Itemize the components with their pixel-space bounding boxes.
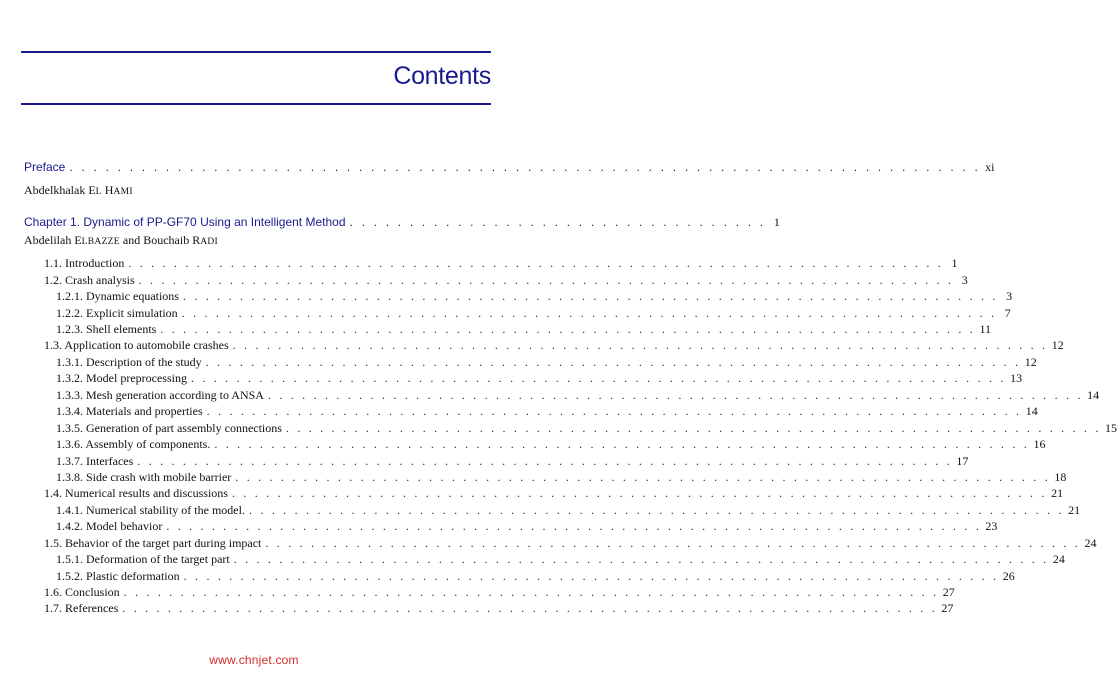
- dot-leader: . . . . . . . . . . . . . . . . . . . . . . . . . . . . . . . . . . . . . . . . . . . . . . . . . . . . . . . . . . . . . . . . . . . . . . . .: [160, 322, 976, 336]
- dot-leader: . . . . . . . . . . . . . . . . . . . . . . . . . . . . . . . . . . . . . . . . . . . . . . . . . . . . . . . . . . . . . . . . . . . . . . . .: [122, 601, 938, 615]
- dot-leader: . . . . . . . . . . . . . . . . . . . . . . . . . . . . . . . . . . . . . . . . . . . . . . . . . . . . . . . . . . . . . . . . . . . . . . . .: [231, 486, 1048, 500]
- toc-label: 1.3.3. Mesh generation according to ANSA: [56, 388, 264, 402]
- toc-page-number: 1: [773, 215, 780, 229]
- toc-page-number: 12: [1051, 338, 1064, 352]
- page-title: Contents: [393, 62, 491, 90]
- toc-label: Preface: [24, 160, 66, 174]
- toc-page-number: 24: [1084, 536, 1097, 550]
- dot-leader: . . . . . . . . . . . . . . . . . . . . . . . . . . . . . . . . . . . . . . . . . . . . . . . . . . . . . . . . . . . . . . . . . . . . . . . .: [205, 355, 1021, 369]
- toc-entry[interactable]: [56, 569, 1015, 583]
- toc-entry[interactable]: [44, 256, 958, 270]
- toc-label: 1.6. Conclusion: [44, 585, 120, 599]
- toc-label: 1.4. Numerical results and discussions: [44, 486, 228, 500]
- toc-label: 1.2.1. Dynamic equations: [56, 289, 179, 303]
- toc-label: 1.3. Application to automobile crashes: [44, 338, 229, 352]
- toc-entry[interactable]: [56, 503, 1081, 517]
- chapter-1-authors: Abdelilah ELBAZZE and Bouchaib RADI: [24, 233, 219, 247]
- toc-page-number: 3: [961, 273, 968, 287]
- toc-entry[interactable]: [44, 273, 968, 287]
- dot-leader: . . . . . . . . . . . . . . . . . . . . . . . . . . . . . . . . . . .: [349, 215, 766, 229]
- toc-entry[interactable]: [44, 601, 954, 615]
- toc-page-number: 7: [1004, 306, 1011, 320]
- toc-label: 1.3.6. Assembly of components.: [56, 437, 211, 451]
- toc-label: 1.5.1. Deformation of the target part: [56, 552, 230, 566]
- toc-page-number: 18: [1054, 470, 1067, 484]
- toc-label: Chapter 1. Dynamic of PP-GF70 Using an Intelligent Method: [24, 215, 346, 229]
- toc-label: 1.4.1. Numerical stability of the model.: [56, 503, 245, 517]
- dot-leader: . . . . . . . . . . . . . . . . . . . . . . . . . . . . . . . . . . . . . . . . . . . . . . . . . . . . . . . . . . . . . . . . . . . . . . . .: [285, 421, 1102, 435]
- dot-leader: . . . . . . . . . . . . . . . . . . . . . . . . . . . . . . . . . . . . . . . . . . . . . . . . . . . . . . . . . . . . . . . . . . . . . . . .: [166, 519, 982, 533]
- toc-page-number: 1: [951, 256, 958, 270]
- toc-entry-chapter-1[interactable]: [24, 215, 780, 229]
- toc-label: 1.3.4. Materials and properties: [56, 404, 203, 418]
- dot-leader: . . . . . . . . . . . . . . . . . . . . . . . . . . . . . . . . . . . . . . . . . . . . . . . . . . . . . . . . . . . . . . . . . . . . . . . .: [265, 536, 1081, 550]
- toc-entry[interactable]: [56, 289, 1013, 303]
- dot-leader: . . . . . . . . . . . . . . . . . . . . . . . . . . . . . . . . . . . . . . . . . . . . . . . . . . . . . . . . . . . . . . . . . . . . . . . . . . . .: [69, 160, 981, 174]
- bottom-rule: [21, 103, 491, 105]
- dot-leader: . . . . . . . . . . . . . . . . . . . . . . . . . . . . . . . . . . . . . . . . . . . . . . . . . . . . . . . . . . . . . . . . . . . . . . . .: [235, 470, 1051, 484]
- dot-leader: . . . . . . . . . . . . . . . . . . . . . . . . . . . . . . . . . . . . . . . . . . . . . . . . . . . . . . . . . . . . . . . . . . . . . . . .: [138, 273, 954, 287]
- toc-entry[interactable]: [56, 437, 1046, 451]
- dot-leader: . . . . . . . . . . . . . . . . . . . . . . . . . . . . . . . . . . . . . . . . . . . . . . . . . . . . . . . . . . . . . . . . . . . . . . . .: [214, 437, 1030, 451]
- toc-page-number: 13: [1010, 371, 1023, 385]
- toc-entry[interactable]: [56, 355, 1037, 369]
- toc-entry[interactable]: [44, 486, 1064, 500]
- toc-entry-preface[interactable]: [24, 160, 995, 174]
- toc-entry[interactable]: [56, 470, 1067, 484]
- toc-page-number: 3: [1006, 289, 1013, 303]
- toc-page-number: 27: [942, 585, 955, 599]
- top-rule: [21, 51, 491, 53]
- dot-leader: . . . . . . . . . . . . . . . . . . . . . . . . . . . . . . . . . . . . . . . . . . . . . . . . . . . . . . . . . . . . . . . . . . . . . . . .: [123, 585, 939, 599]
- dot-leader: . . . . . . . . . . . . . . . . . . . . . . . . . . . . . . . . . . . . . . . . . . . . . . . . . . . . . . . . . . . . . . . . . . . . . . . .: [233, 552, 1049, 566]
- toc-label: 1.3.8. Side crash with mobile barrier: [56, 470, 232, 484]
- toc-label: 1.3.1. Description of the study: [56, 355, 202, 369]
- toc-page-number: 14: [1025, 404, 1038, 418]
- toc-page-number: xi: [985, 160, 995, 174]
- toc-page-number: 27: [941, 601, 954, 615]
- toc-entry[interactable]: [44, 338, 1064, 352]
- watermark-url: www.chnjet.com: [209, 653, 299, 667]
- toc-label: 1.7. References: [44, 601, 119, 615]
- preface-author: Abdelkhalak EL HAMI: [24, 183, 133, 197]
- dot-leader: . . . . . . . . . . . . . . . . . . . . . . . . . . . . . . . . . . . . . . . . . . . . . . . . . . . . . . . . . . . . . . . . . . . . . . . .: [248, 503, 1065, 517]
- toc-entry[interactable]: [56, 519, 998, 533]
- toc-entry[interactable]: [56, 371, 1023, 385]
- toc-label: 1.3.5. Generation of part assembly connections: [56, 421, 282, 435]
- toc-label: 1.5.2. Plastic deformation: [56, 569, 180, 583]
- dot-leader: . . . . . . . . . . . . . . . . . . . . . . . . . . . . . . . . . . . . . . . . . . . . . . . . . . . . . . . . . . . . . . . . . . . . . . . .: [190, 371, 1007, 385]
- toc-page-number: 24: [1052, 552, 1065, 566]
- toc-label: 1.2. Crash analysis: [44, 273, 135, 287]
- toc-label: 1.2.2. Explicit simulation: [56, 306, 178, 320]
- toc-entry[interactable]: [56, 552, 1065, 566]
- toc-page-number: 26: [1002, 569, 1015, 583]
- dot-leader: . . . . . . . . . . . . . . . . . . . . . . . . . . . . . . . . . . . . . . . . . . . . . . . . . . . . . . . . . . . . . . . . . . . . . . . .: [183, 569, 999, 583]
- toc-label: 1.5. Behavior of the target part during impact: [44, 536, 262, 550]
- toc-page-number: 14: [1087, 388, 1100, 402]
- toc-label: 1.4.2. Model behavior: [56, 519, 163, 533]
- dot-leader: . . . . . . . . . . . . . . . . . . . . . . . . . . . . . . . . . . . . . . . . . . . . . . . . . . . . . . . . . . . . . . . . . . . . . . . .: [137, 454, 953, 468]
- toc-page-number: 12: [1024, 355, 1037, 369]
- dot-leader: . . . . . . . . . . . . . . . . . . . . . . . . . . . . . . . . . . . . . . . . . . . . . . . . . . . . . . . . . . . . . . . . . . . . . . . .: [128, 256, 944, 270]
- toc-page-number: 16: [1033, 437, 1046, 451]
- toc-label: 1.2.3. Shell elements: [56, 322, 157, 336]
- toc-page-number: 11: [979, 322, 991, 336]
- dot-leader: . . . . . . . . . . . . . . . . . . . . . . . . . . . . . . . . . . . . . . . . . . . . . . . . . . . . . . . . . . . . . . . . . . . . . . . .: [182, 289, 999, 303]
- toc-entry[interactable]: [56, 388, 1100, 402]
- toc-entry[interactable]: [56, 306, 1011, 320]
- toc-entry[interactable]: [44, 585, 955, 599]
- toc-entry[interactable]: [56, 454, 969, 468]
- toc-label: 1.3.2. Model preprocessing: [56, 371, 187, 385]
- dot-leader: . . . . . . . . . . . . . . . . . . . . . . . . . . . . . . . . . . . . . . . . . . . . . . . . . . . . . . . . . . . . . . . . . . . . . . . .: [206, 404, 1022, 418]
- toc-page-number: 23: [985, 519, 998, 533]
- toc-page-number: 15: [1105, 421, 1117, 435]
- dot-leader: . . . . . . . . . . . . . . . . . . . . . . . . . . . . . . . . . . . . . . . . . . . . . . . . . . . . . . . . . . . . . . . . . . . . . . . .: [181, 306, 997, 320]
- toc-entry[interactable]: [56, 404, 1038, 418]
- toc-entry[interactable]: [56, 322, 991, 336]
- toc-entry[interactable]: [56, 421, 1117, 435]
- toc-entry[interactable]: [44, 536, 1097, 550]
- dot-leader: . . . . . . . . . . . . . . . . . . . . . . . . . . . . . . . . . . . . . . . . . . . . . . . . . . . . . . . . . . . . . . . . . . . . . . . .: [232, 338, 1048, 352]
- toc-label: 1.3.7. Interfaces: [56, 454, 134, 468]
- toc-page-number: 21: [1068, 503, 1081, 517]
- toc-page-number: 17: [956, 454, 969, 468]
- dot-leader: . . . . . . . . . . . . . . . . . . . . . . . . . . . . . . . . . . . . . . . . . . . . . . . . . . . . . . . . . . . . . . . . . . . . . . . .: [267, 388, 1084, 402]
- toc-page-number: 21: [1051, 486, 1064, 500]
- toc-label: 1.1. Introduction: [44, 256, 125, 270]
